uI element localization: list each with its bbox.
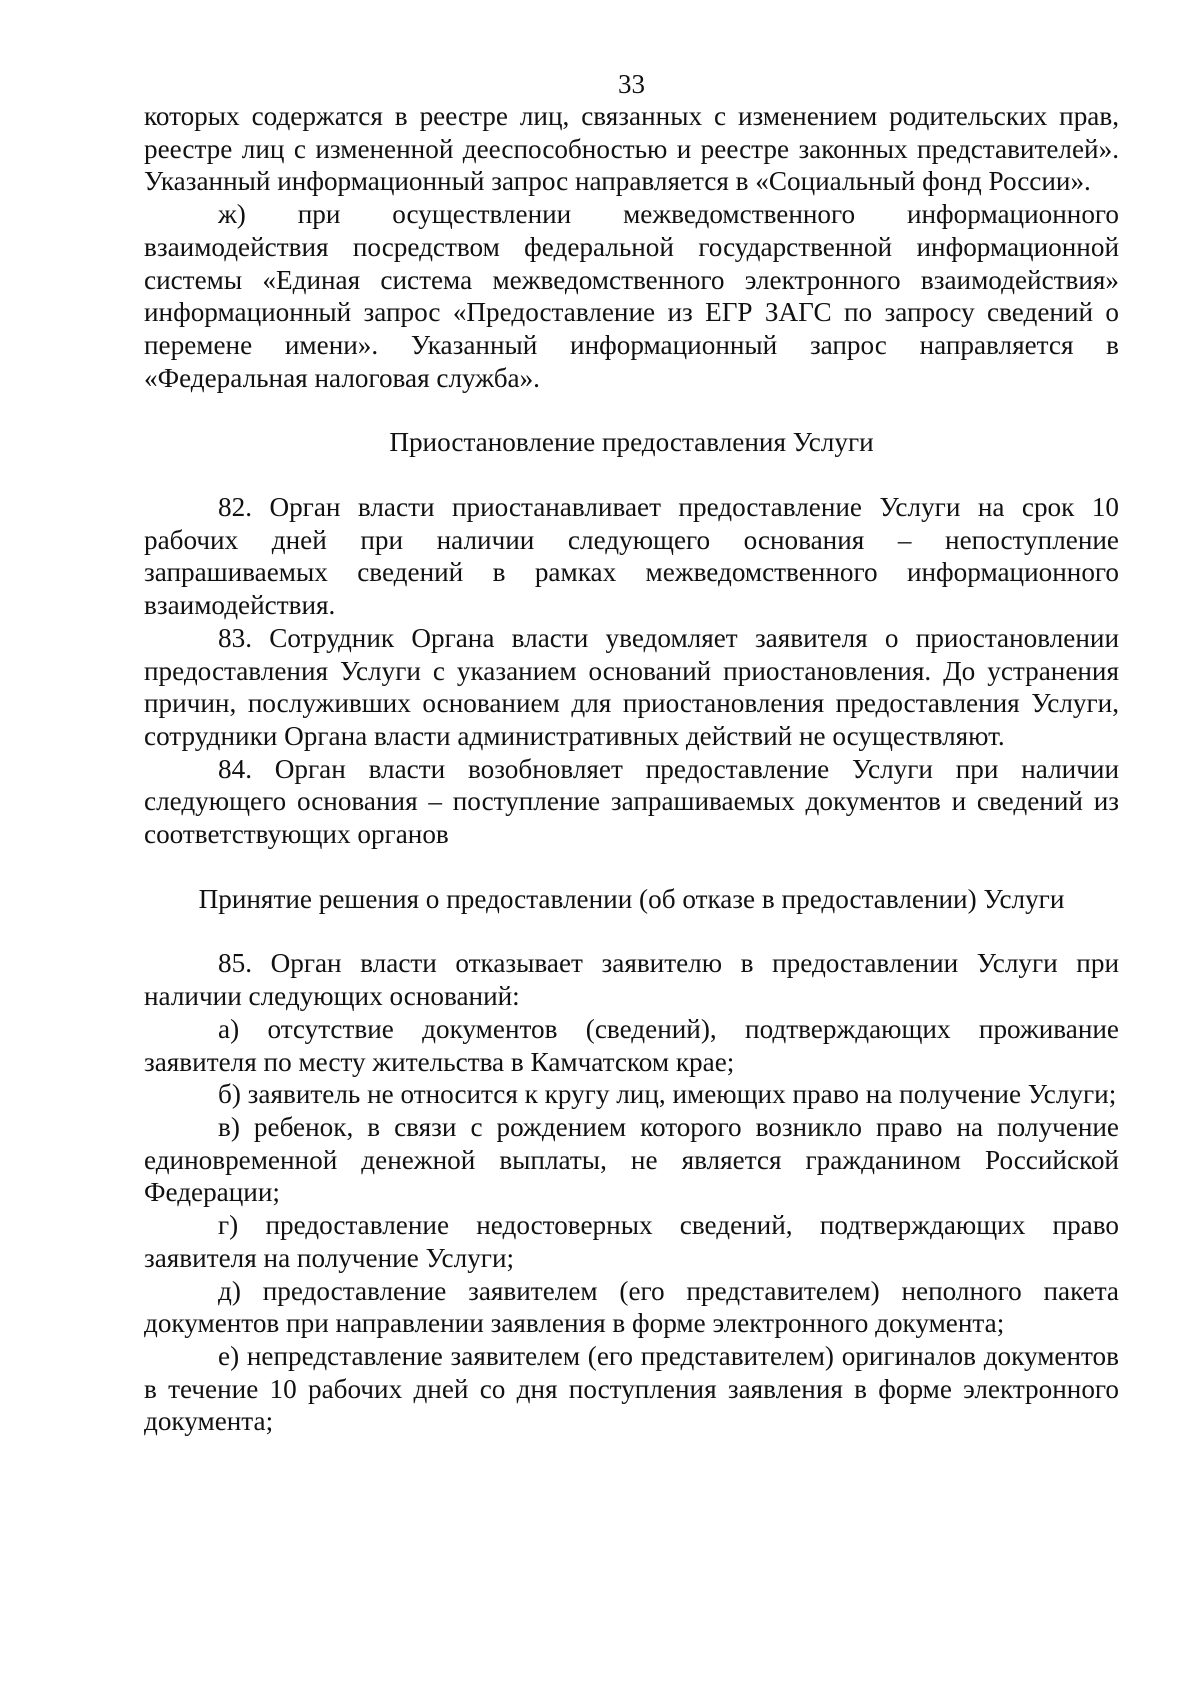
page-number: 33 <box>618 69 645 99</box>
list-item-e: е) непредставление заявителем (его представителем) оригиналов документов в течение 10 рабочих дней со дня поступления заявления в форме электронного документа; <box>144 1340 1119 1437</box>
paragraph-85: 85. Орган власти отказывает заявителю в предоставлении Услуги при наличии следующих оснований: <box>144 948 1119 1012</box>
section-heading-decision: Принятие решения о предоставлении (об отказе в предоставлении) Услуги <box>198 883 1065 914</box>
paragraph-zh: ж) при осуществлении межведомственного информационного взаимодействия посредством федеральной государственной информационной системы «Единая система межведомственного электронного взаимодействия» информационный запрос «Предоставление из ЕГР ЗАГС по запросу сведений о перемене имени». Указанный информационный запрос направляется в «Федеральная налоговая служба». <box>144 199 1119 393</box>
list-item-b: б) заявитель не относится к кругу лиц, имеющих право на получение Услуги; <box>218 1079 1117 1110</box>
list-item-d: д) предоставление заявителем (его представителем) неполного пакета документов при направлении заявления в форме электронного документа; <box>144 1275 1119 1339</box>
section-heading-suspension: Приостановление предоставления Услуги <box>389 427 874 458</box>
paragraph-continuation: которых содержатся в реестре лиц, связанных с изменением родительских прав, реестре лиц с измененной дееспособностью и реестре законных представителей». Указанный информационный запрос направляется в «Социальный фонд России». <box>144 101 1119 197</box>
paragraph-83: 83. Сотрудник Органа власти уведомляет заявителя о приостановлении предоставления Услуги с указанием оснований приостановления. До устранения причин, послуживших основанием для приостановления предоставления Услуги, сотрудники Органа власти административных действий не осуществляют. <box>144 622 1119 751</box>
paragraph-84: 84. Орган власти возобновляет предоставление Услуги при наличии следующего основания – поступление запрашиваемых документов и сведений из соответствующих органов <box>144 753 1119 850</box>
list-item-v: в) ребенок, в связи с рождением которого возникло право на получение единовременной денежной выплаты, не является гражданином Российской Федерации; <box>144 1111 1119 1208</box>
list-item-g: г) предоставление недостоверных сведений, подтверждающих право заявителя на получение Услуги; <box>144 1210 1119 1273</box>
list-item-a: а) отсутствие документов (сведений), подтверждающих проживание заявителя по месту жительства в Камчатском крае; <box>144 1013 1119 1077</box>
document-page <box>144 68 1119 1438</box>
paragraph-82: 82. Орган власти приостанавливает предоставление Услуги на срок 10 рабочих дней при наличии следующего основания – непоступление запрашиваемых сведений в рамках межведомственного информационного взаимодействия. <box>144 492 1119 621</box>
